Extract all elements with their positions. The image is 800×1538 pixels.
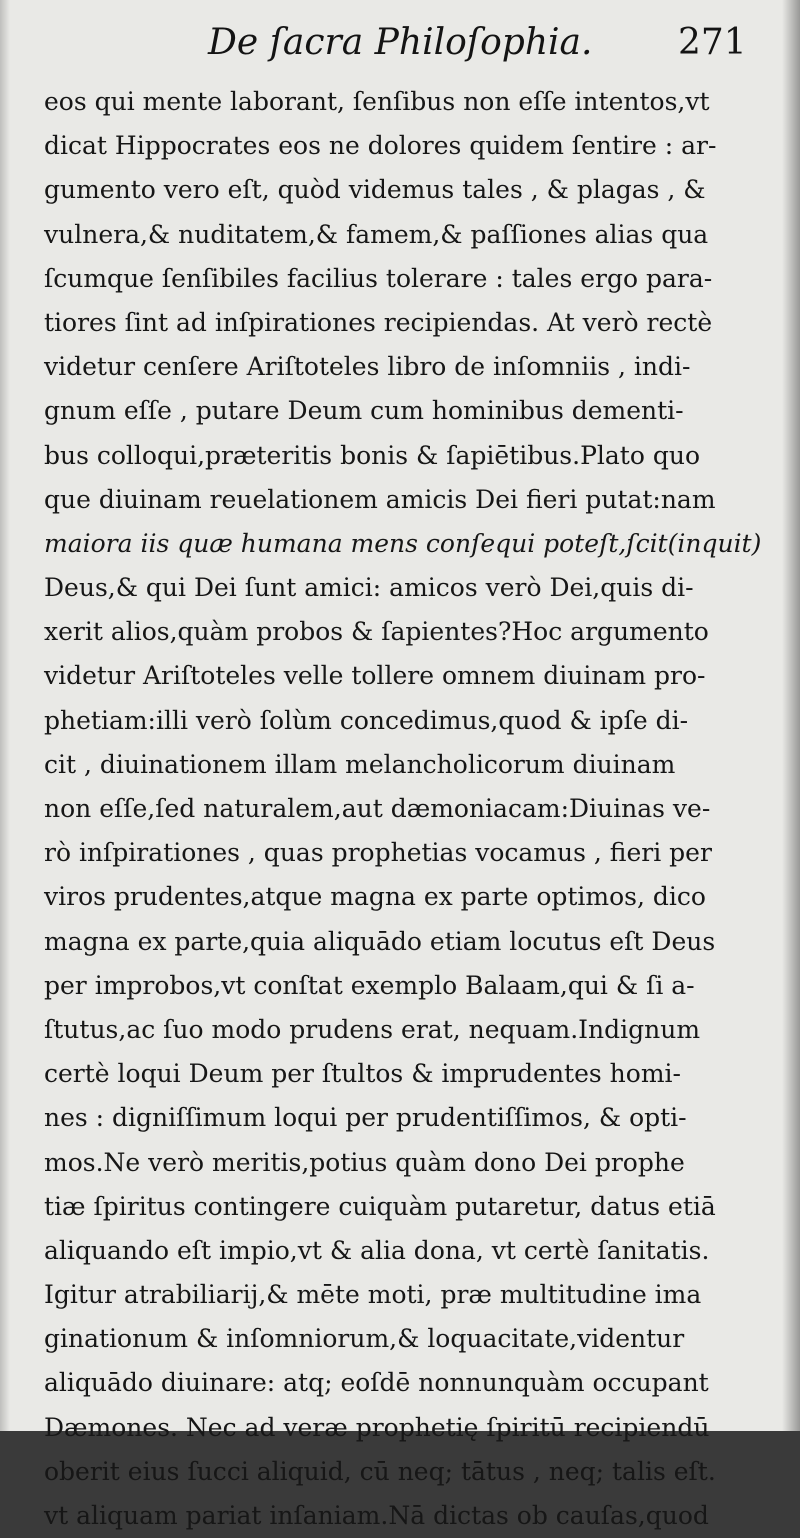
text-line: non eſſe,ſed naturalem,aut dӕmoniacam:Diuinas ve- (44, 794, 711, 823)
text-line: dicat Hippocrates eos ne dolores quidem ſentire : ar- (44, 131, 717, 161)
text-line: gnum eſſe , putare Deum cum hominibus dementi- (44, 396, 684, 426)
text-line: que diuinam reuelationem amicis Dei fieri putat:nam (44, 484, 716, 514)
text-line: tiӕ ſpiritus contingere cuiquàm putaretur, datus etiā (44, 1191, 716, 1221)
text-line: videtur Ariſtoteles velle tollere omnem diuinam pro- (44, 661, 706, 691)
page-edge-shadow (782, 0, 800, 1431)
body-text (44, 80, 764, 1538)
text-line: magna ex parte,quia aliquādo etiam locutus eſt Deus (44, 926, 716, 956)
text-line-italic: maiora iis quӕ humana mens conſequi poteſt,ſcit(inquit) (44, 528, 762, 558)
text-line: ginationum & inſomniorum,& loquacitate,videntur (44, 1324, 685, 1354)
text-line: cit , diuinationem illam melancholicorum diuinam (44, 749, 676, 779)
text-line: Igitur atrabiliarij,& mēte moti, prӕ multitudine ima (44, 1280, 702, 1310)
text-line: gumento vero eſt, quòd videmus tales , & plagas , & (44, 175, 706, 205)
text-line: Dӕmones. Nec ad verӕ prophetię ſpiritū recipiendū (44, 1412, 710, 1442)
text-line: bus colloqui,prӕteritis bonis & ſapiētibus.Plato quo (44, 440, 701, 470)
text-line: xerit alios,quàm probos & ſapientes?Hoc argumento (44, 617, 709, 647)
text-line: ſtutus,ac ſuo modo prudens erat, nequam.Indignum (44, 1014, 701, 1044)
text-line: certè loqui Deum per ſtultos & imprudentes homi- (44, 1059, 681, 1089)
text-line: ſcumque ſenſibiles facilius tolerare : tales ergo para- (44, 263, 713, 293)
text-line: videtur cenſere Ariſtoteles libro de inſomniis , indi- (44, 352, 691, 382)
text-line: oberit eius ſucci aliquid, cū neq; tātus , neq; talis eſt. (44, 1456, 716, 1486)
page-gutter-shadow (0, 0, 10, 1431)
text-line: aliquādo diuinare: atq; eoſdē nonnunquàm occupant (44, 1368, 709, 1398)
text-line: eos qui mente laborant, ſenſibus non eſſe intentos,vt (44, 87, 710, 116)
text-line: nes : digniſſimum loqui per prudentiſſimos, & opti- (44, 1103, 687, 1133)
text-line: aliquando eſt impio,vt & alia dona, vt certè ſanitatis. (44, 1235, 710, 1265)
text-line: Deus,& qui Dei ſunt amici: amicos verò Dei,quis di- (44, 573, 694, 603)
text-line: rò inſpirationes , quas prophetias vocamus , fieri per (44, 838, 712, 868)
text-line: vulnera,& nuditatem,& famem,& paſſiones alias qua (44, 219, 709, 249)
page-number: 271 (678, 22, 747, 63)
text-line: phetiam:illi verò ſolùm concedimus,quod & ipſe di- (44, 705, 689, 735)
text-line: tiores ſint ad inſpirationes recipiendas. At verò rectè (44, 307, 713, 337)
text-line: mos.Ne verò meritis,potius quàm dono Dei prophe (44, 1147, 685, 1177)
running-title: De ſacra Philoſophia. (208, 22, 593, 63)
text-line: viros prudentes,atque magna ex parte optimos, dico (44, 882, 706, 912)
text-line: per improbos,vt conſtat exemplo Balaam,qui & ſi a- (44, 970, 695, 1000)
page-header (0, 10, 800, 80)
text-line: vt aliquam pariat inſaniam.Nā dictas ob cauſas,quod (44, 1501, 709, 1530)
